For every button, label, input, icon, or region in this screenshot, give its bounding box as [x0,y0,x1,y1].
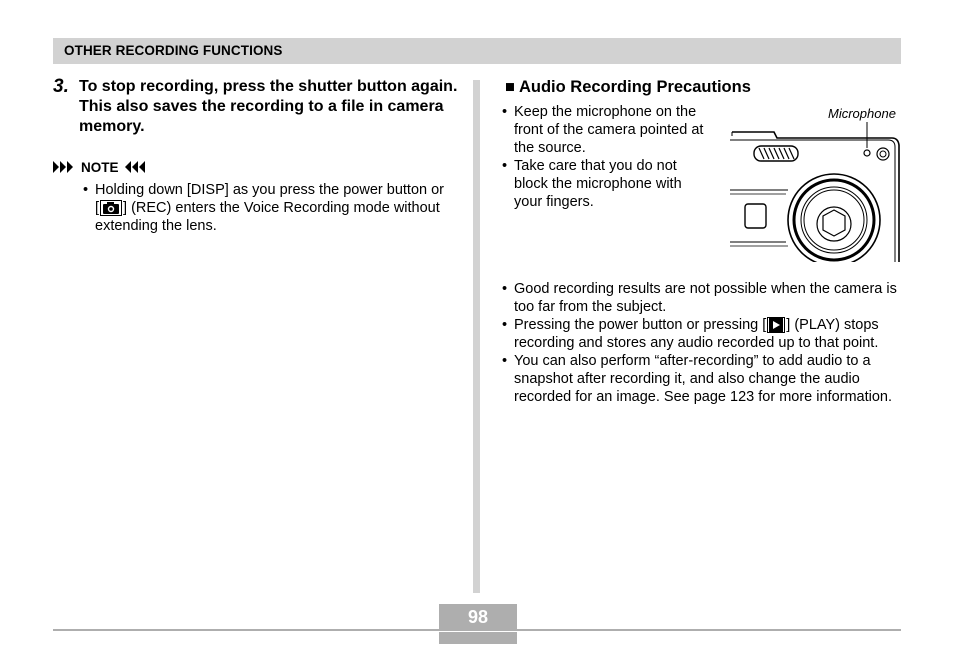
play-icon [767,317,785,333]
list-item [502,316,902,352]
section-title [505,78,751,97]
note-arrows-right-icon [125,161,147,173]
note-heading [53,159,147,175]
list-item-text-start: Pressing the power button or pressing [ [514,317,767,333]
list-item: • Keep the microphone on the front of the camera pointed at the source. [502,103,712,157]
page-number-tab [439,632,517,644]
note-item-text-end: ] (REC) enters the Voice Recording mode without extending the lens. [95,200,440,234]
note-list [83,181,448,235]
list-item: • Good recording results are not possible when the camera is too far from the subject. [502,280,902,316]
list-item-text-end: ] (PLAY) stops recording and stores any audio recorded up to that point. [514,317,879,351]
list-item: • You can also perform “after-recording” to add audio to a snapshot after recording it, and also change the audio recorded for an image. See page 123 for more information. [502,352,902,406]
step-number: 3. [53,76,69,97]
note-item [83,181,448,235]
column-divider [473,80,480,593]
section-marker: ■ [505,78,515,96]
note-item-text-start: Holding down [DISP] as you press the power button or [ [95,182,444,216]
step-instruction: To stop recording, press the shutter button again. This also saves the recording to a file in camera memory. [79,78,458,135]
page-number: 98 [439,604,517,630]
precautions-list-bottom [502,280,902,406]
header-bar [53,38,901,64]
list-item: • Take care that you do not block the microphone with your fingers. [502,157,712,211]
section-header-title: OTHER RECORDING FUNCTIONS [64,43,283,58]
precautions-list-top [502,103,712,211]
section-title-text: Audio Recording Precautions [518,78,751,96]
camera-front-diagram [728,120,902,262]
note-label: NOTE [81,159,119,175]
figure-caption: Microphone [828,106,896,121]
camera-icon [100,200,122,216]
note-arrows-left-icon [53,161,75,173]
camera-illustration [728,120,902,267]
